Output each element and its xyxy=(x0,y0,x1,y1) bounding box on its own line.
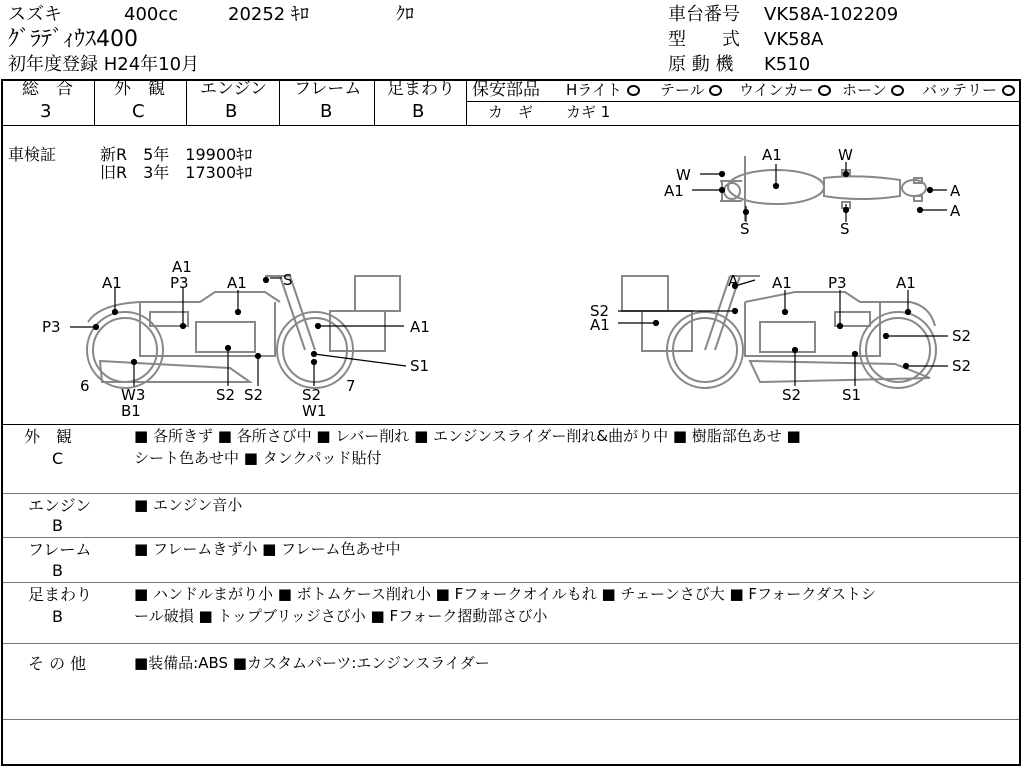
grade-exterior-value: C xyxy=(132,101,145,122)
grade-frame-label: フレーム xyxy=(294,79,362,99)
diag-label: S2 xyxy=(302,386,322,404)
diag-label: S2 xyxy=(952,327,972,345)
horn-ok-icon xyxy=(891,85,904,96)
grade-engine-label: エンジン xyxy=(200,79,268,99)
diag-label: 6 xyxy=(80,377,90,395)
divider xyxy=(466,101,1021,102)
inspection-new: 新R 5年 19900ｷﾛ xyxy=(100,145,253,164)
safety-winker: ウインカー xyxy=(739,83,831,98)
diag-label: A xyxy=(728,272,739,290)
remark-frame-label: フレーム xyxy=(28,540,92,559)
diag-label: S2 xyxy=(216,386,236,404)
diag-label: A1 xyxy=(762,146,782,164)
grade-total-label: 総 合 xyxy=(22,79,73,99)
key-value: カギ 1 xyxy=(566,103,611,121)
key-label: カ ギ xyxy=(488,103,534,121)
remark-engine-line: ■ エンジン音小 xyxy=(134,496,243,514)
remark-frame-grade: B xyxy=(52,561,63,580)
diag-label: S2 xyxy=(244,386,264,404)
first-registration: 初年度登録 H24年10月 xyxy=(8,54,200,75)
diag-label: S xyxy=(740,220,750,238)
displacement: 400cc xyxy=(124,4,179,25)
diag-label: S2 xyxy=(952,357,972,375)
frame-no-label: 車台番号 xyxy=(668,4,740,25)
diag-label: W xyxy=(676,166,691,184)
diag-label: W3 xyxy=(121,386,146,404)
grade-total-value: 3 xyxy=(40,101,52,122)
headlight-ok-icon xyxy=(627,85,640,96)
grade-engine-value: B xyxy=(225,101,238,122)
diag-label: S1 xyxy=(410,357,430,375)
remark-other-label: そ の 他 xyxy=(28,654,87,673)
inspection-old: 旧R 3年 17300ｷﾛ xyxy=(100,163,253,182)
inspection-label: 車検証 xyxy=(8,145,57,164)
remark-suspension-grade: B xyxy=(52,607,63,626)
diag-label: 7 xyxy=(346,377,356,395)
safety-tail: テール xyxy=(660,83,722,98)
safety-battery: バッテリー xyxy=(922,83,1015,98)
model-name: ｸﾞﾗﾃﾞｨｳｽ400 xyxy=(8,27,138,52)
remark-engine-grade: B xyxy=(52,516,63,535)
divider xyxy=(186,79,187,125)
divider xyxy=(1,424,1021,425)
diag-label: A1 xyxy=(410,318,430,336)
diag-label: S2 xyxy=(590,302,610,320)
damage-diagram xyxy=(0,126,1024,424)
remark-suspension-line: ■ ハンドルまがり小 ■ ボトムケース削れ小 ■ Fフォークオイルもれ ■ チェーンさび大 ■ Fフォークダストシ xyxy=(134,585,876,603)
diag-label: A1 xyxy=(664,182,684,200)
right-view-bike xyxy=(622,276,936,388)
diag-label: A1 xyxy=(102,274,122,292)
remark-suspension-line: ール破損 ■ トップブリッジさび小 ■ Fフォーク摺動部さび小 xyxy=(134,607,548,625)
divider xyxy=(3,719,1019,720)
remark-other-line: ■装備品:ABS ■カスタムパーツ:エンジンスライダー xyxy=(134,654,490,672)
diag-label: A1 xyxy=(772,274,792,292)
diag-label: S xyxy=(840,220,850,238)
type-label: 型 式 xyxy=(668,29,740,50)
divider xyxy=(466,79,467,125)
diag-label: S xyxy=(283,271,293,289)
grade-suspension-label: 足まわり xyxy=(387,79,455,99)
diag-label: P3 xyxy=(828,274,847,292)
divider xyxy=(94,79,95,125)
remark-suspension-label: 足まわり xyxy=(28,585,93,604)
safety-label: 保安部品 xyxy=(472,80,540,100)
diag-label: A xyxy=(950,202,961,220)
remark-exterior-line: シート色あせ中 ■ タンクパッド貼付 xyxy=(134,449,382,467)
divider xyxy=(3,537,1019,538)
safety-horn: ホーン xyxy=(842,83,904,98)
diag-label: A1 xyxy=(896,274,916,292)
divider xyxy=(3,582,1019,583)
engine-label: 原 動 機 xyxy=(668,54,734,75)
diag-label: B1 xyxy=(121,402,141,420)
top-view-bike xyxy=(720,156,926,221)
color: ｸﾛ xyxy=(396,4,414,25)
remark-exterior-line: ■ 各所きず ■ 各所さび中 ■ レバー削れ ■ エンジンスライダー削れ&曲がり中 ■ 樹脂部色あせ ■ xyxy=(134,427,801,445)
diag-label: W1 xyxy=(302,402,327,420)
diag-label: A xyxy=(950,182,961,200)
maker: スズキ xyxy=(8,4,62,25)
diag-label: P3 xyxy=(170,274,189,292)
diag-label: A1 xyxy=(172,258,192,276)
remark-frame-line: ■ フレームきず小 ■ フレーム色あせ中 xyxy=(134,540,401,558)
battery-ok-icon xyxy=(1002,85,1015,96)
tail-ok-icon xyxy=(709,85,722,96)
diag-label: W xyxy=(838,146,853,164)
diag-label: P3 xyxy=(42,318,61,336)
remark-exterior-grade: C xyxy=(52,449,64,468)
mileage: 20252 ｷﾛ xyxy=(228,4,309,25)
divider xyxy=(374,79,375,125)
grade-exterior-label: 外 観 xyxy=(114,79,165,99)
winker-ok-icon xyxy=(818,85,831,96)
remark-exterior-label: 外 観 xyxy=(24,427,73,446)
divider xyxy=(3,643,1019,644)
divider xyxy=(3,493,1019,494)
diag-label: S2 xyxy=(782,386,802,404)
grade-frame-value: B xyxy=(320,101,333,122)
remark-engine-label: エンジン xyxy=(28,496,92,515)
type-value: VK58A xyxy=(764,29,824,50)
diag-label: A1 xyxy=(590,316,610,334)
safety-headlight: Hライト xyxy=(566,83,640,98)
engine-value: K510 xyxy=(764,54,811,75)
frame-no-value: VK58A-102209 xyxy=(764,4,899,25)
diag-label: S1 xyxy=(842,386,862,404)
divider xyxy=(279,79,280,125)
grade-suspension-value: B xyxy=(412,101,425,122)
diag-label: A1 xyxy=(227,274,247,292)
